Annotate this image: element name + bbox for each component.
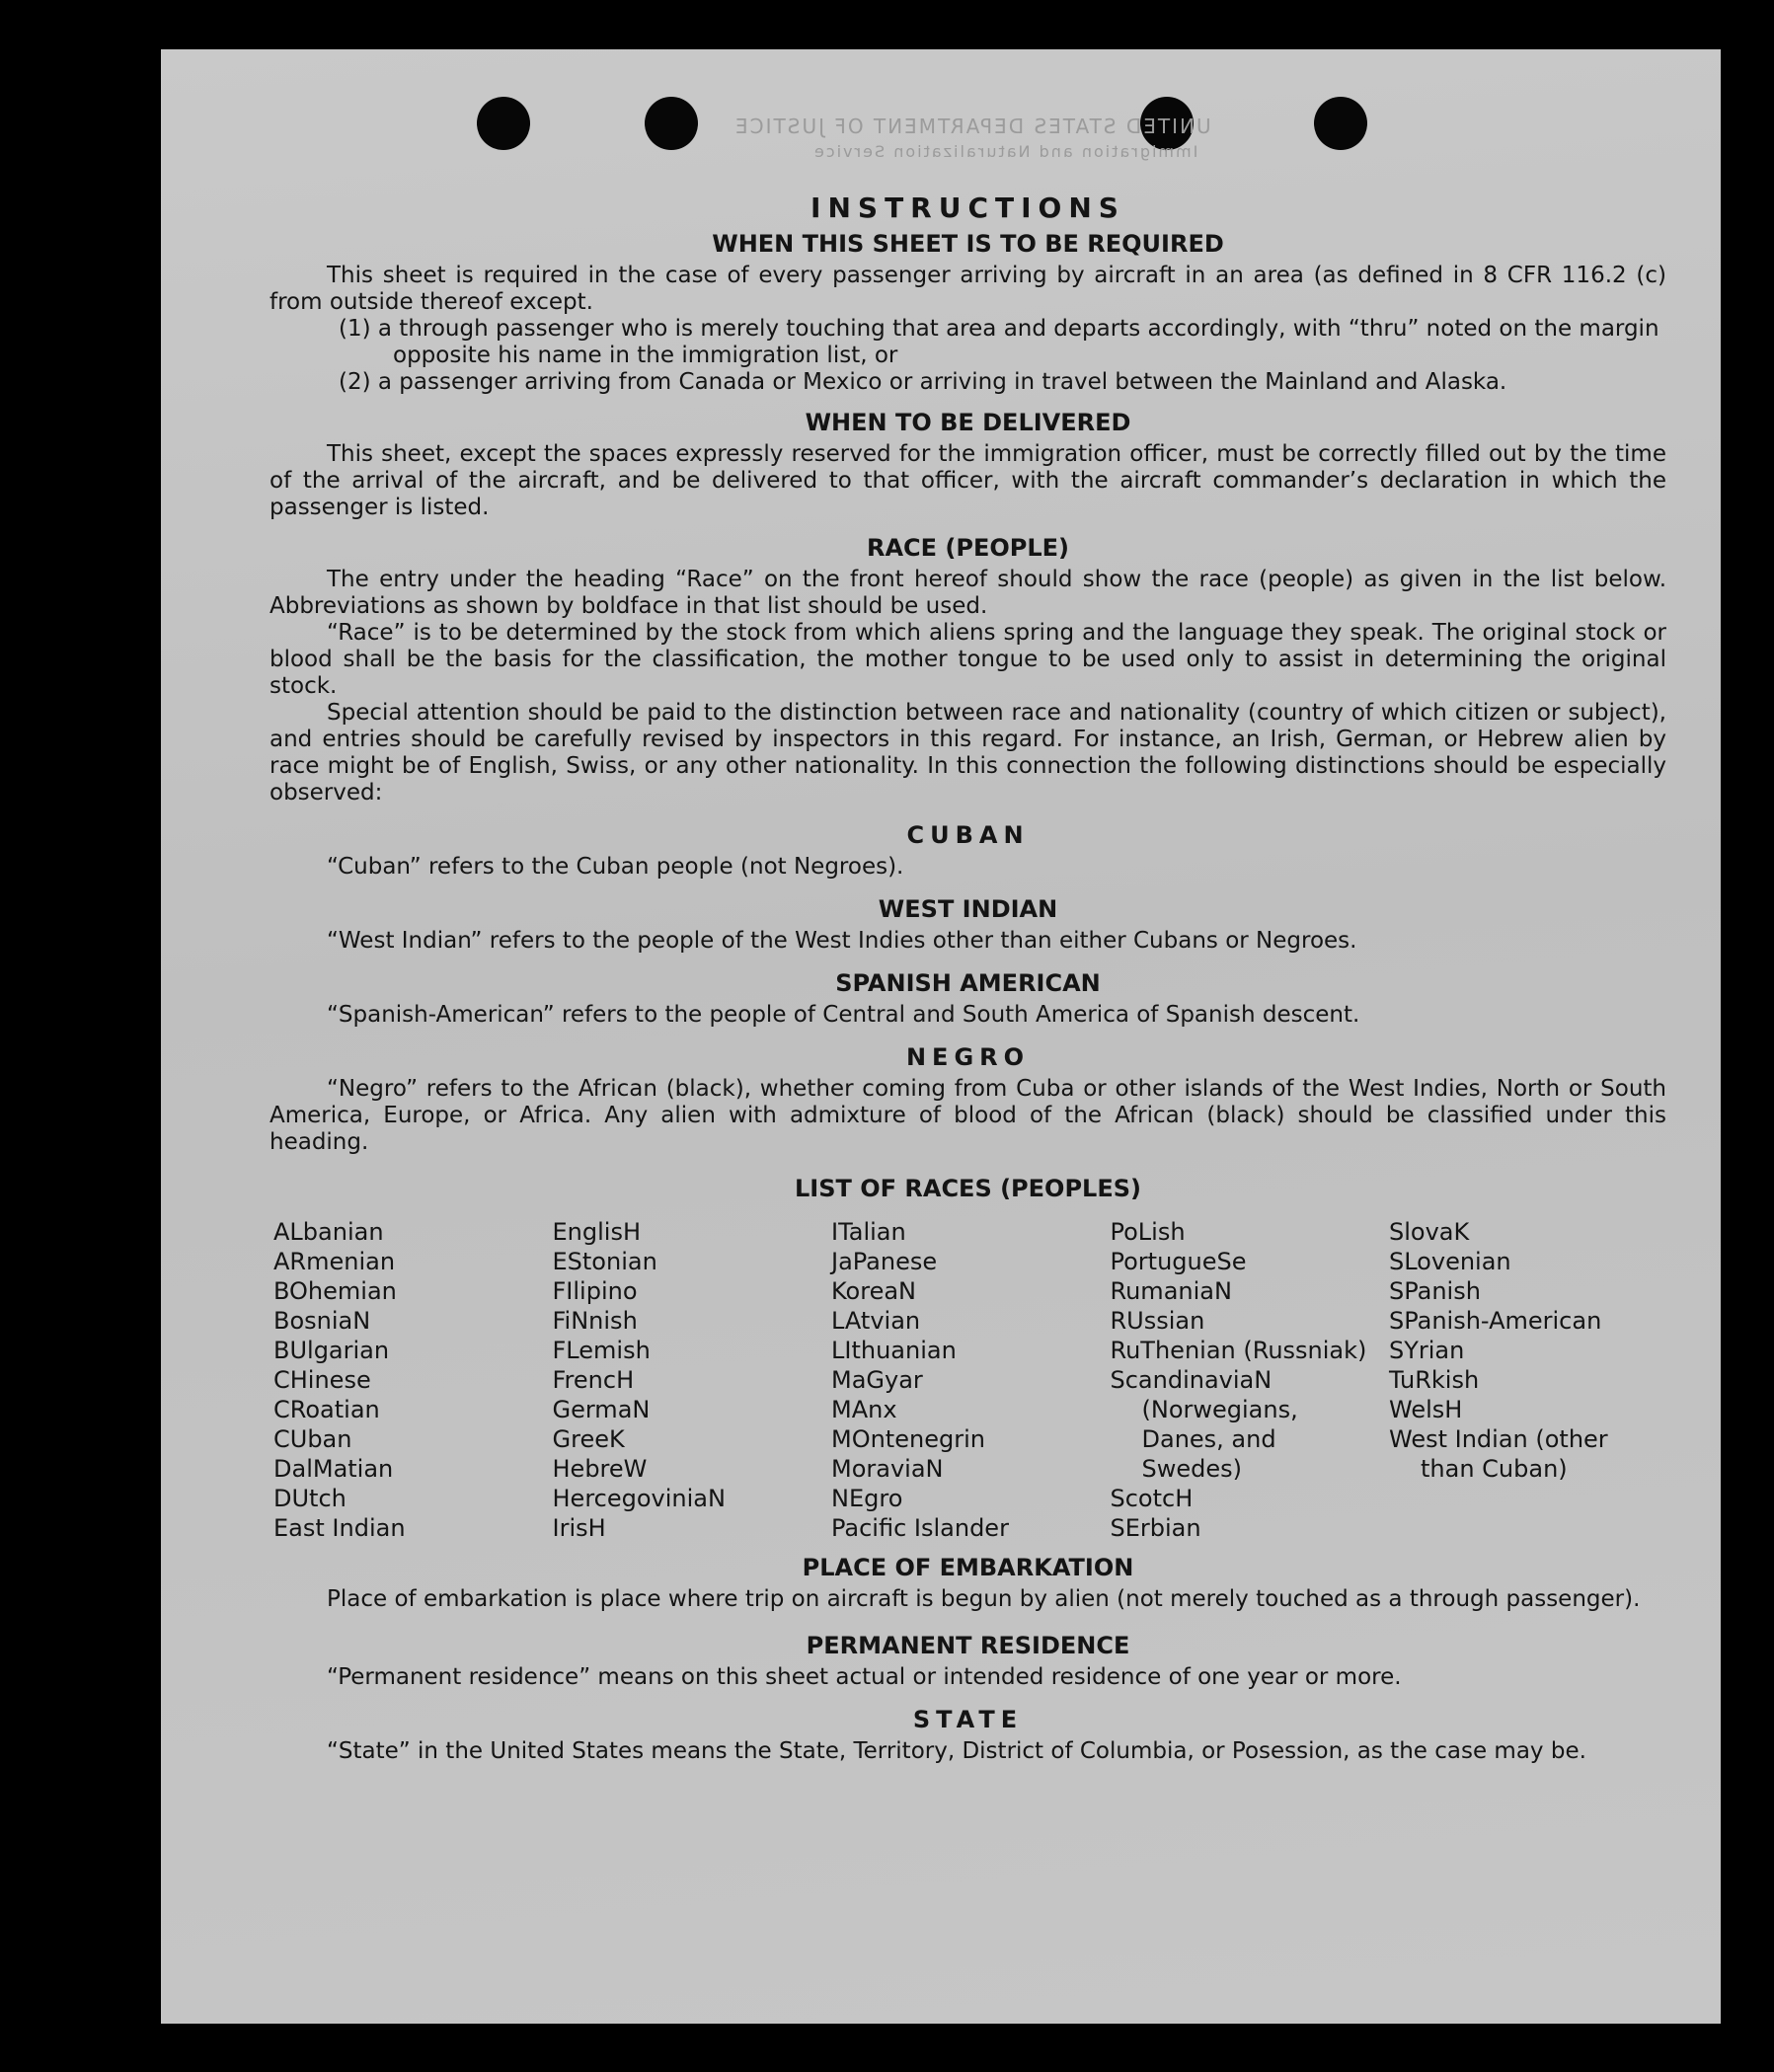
cuban-heading: CUBAN (906, 821, 1030, 849)
punch-hole (477, 97, 530, 150)
race-entry: ScotcH (1110, 1485, 1194, 1512)
race-entry: ALbanian (273, 1218, 384, 1246)
race-paragraph: Special attention should be paid to the distinction between race and nationality (country of which citizen or subject), and entries should be carefully revised by inspectors in this regard. For instance, an Irish, German, or Hebrew alien by race might be of English, Swiss, or any other nationality. In this connection the following distinctions should be especially observed: (270, 700, 1666, 806)
when-delivered-heading: WHEN TO BE DELIVERED (805, 409, 1131, 436)
races-column (1111, 1217, 1382, 1543)
page-title: INSTRUCTIONS (810, 192, 1125, 224)
bleed-through-subheader: Immigration and Naturalization Service (812, 142, 1198, 161)
race-entry: RumaniaN (1110, 1277, 1232, 1305)
state-heading: STATE (912, 1706, 1024, 1733)
race-entry: CUban (273, 1425, 352, 1453)
race-entry: LIthuanian (831, 1337, 957, 1364)
race-entry: GreeK (552, 1425, 625, 1453)
west-indian-heading: WEST INDIAN (878, 895, 1058, 923)
race-entry: SYrian (1389, 1337, 1465, 1364)
spanish-american-text: “Spanish-American” refers to the people of Central and South America of Spanish descent. (327, 1002, 1360, 1028)
races-column (1389, 1217, 1660, 1543)
races-column (553, 1217, 824, 1543)
race-entry: WelsH (1389, 1396, 1463, 1423)
races-column (273, 1217, 545, 1543)
list-of-races-heading: LIST OF RACES (PEOPLES) (795, 1175, 1141, 1202)
west-indian-text: “West Indian” refers to the people of the West Indies other than either Cubans or Negroes. (327, 928, 1357, 954)
cuban-text: “Cuban” refers to the Cuban people (not Negroes). (327, 854, 904, 880)
race-entry: SlovaK (1389, 1218, 1470, 1246)
race-entry: JaPanese (831, 1248, 938, 1275)
race-entry: SPanish (1389, 1277, 1481, 1305)
negro-text: “Negro” refers to the African (black), whether coming from Cuba or other islands of the West Indies, North or South America, Europe, or Africa. Any alien with admixture of blood of the African (black) should be classified under this heading. (270, 1076, 1666, 1155)
race-paragraph: The entry under the heading “Race” on the front hereof should show the race (people) as given in the list below. Abbreviations as shown by boldface in that list should be used. (270, 567, 1666, 619)
when-delivered-text: This sheet, except the spaces expressly reserved for the immigration officer, must be correctly filled out by the time of the arrival of the aircraft, and be delivered to that officer, with the aircraft commander’s declaration in which the passenger is listed. (270, 441, 1666, 520)
permanent-residence-heading: PERMANENT RESIDENCE (806, 1632, 1130, 1659)
race-entry: EStonian (552, 1248, 657, 1275)
punch-hole (645, 97, 698, 150)
race-entry: East Indian (273, 1514, 406, 1542)
place-of-embarkation-heading: PLACE OF EMBARKATION (802, 1554, 1134, 1581)
permanent-residence-text: “Permanent residence” means on this sheet actual or intended residence of one year or more. (327, 1664, 1402, 1690)
race-entry: SLovenian (1389, 1248, 1511, 1275)
race-entry: West Indian (other (1389, 1425, 1608, 1453)
race-entry: BOhemian (273, 1277, 397, 1305)
spanish-american-heading: SPANISH AMERICAN (835, 969, 1101, 997)
instructions-body (270, 192, 1666, 1765)
state-text: “State” in the United States means the State, Territory, District of Columbia, or Posession, as the case may be. (327, 1738, 1586, 1764)
race-entry: MaGyar (831, 1366, 923, 1394)
race-entry: HercegoviniaN (552, 1485, 726, 1512)
race-entry: CRoatian (273, 1396, 380, 1423)
race-entry-note: Danes, and (1141, 1425, 1276, 1453)
race-entry: EnglisH (552, 1218, 641, 1246)
race-entry: NEgro (831, 1485, 903, 1512)
race-paragraph: “Race” is to be determined by the stock from which aliens spring and the language they speak. The original stock or blood shall be the basis for the classification, the mother tongue to be used only to assist in determining the original stock. (270, 620, 1666, 699)
race-entry: SPanish-American (1389, 1307, 1602, 1335)
bleed-through-header: UNITED STATES DEPARTMENT OF JUSTICE (733, 115, 1211, 138)
race-entry: DUtch (273, 1485, 347, 1512)
race-entry: GermaN (552, 1396, 651, 1423)
race-entry: Pacific Islander (831, 1514, 1009, 1542)
race-entry: PoLish (1110, 1218, 1186, 1246)
when-required-intro: This sheet is required in the case of every passenger arriving by aircraft in an area (as defined in 8 CFR 116.2 (c) from outside thereof except. (270, 263, 1666, 315)
race-entry: PortugueSe (1110, 1248, 1247, 1275)
races-column (831, 1217, 1103, 1543)
race-entry: RuThenian (Russniak) (1110, 1337, 1367, 1364)
race-entry: ITalian (831, 1218, 906, 1246)
race-entry-note: (Norwegians, (1141, 1396, 1298, 1423)
race-entry: DalMatian (273, 1455, 394, 1483)
race-entry: MAnx (831, 1396, 897, 1423)
negro-heading: NEGRO (905, 1043, 1031, 1071)
when-required-heading: WHEN THIS SHEET IS TO BE REQUIRED (712, 230, 1224, 258)
race-entry: SErbian (1110, 1514, 1201, 1542)
punch-hole (1314, 97, 1367, 150)
race-entry: LAtvian (831, 1307, 921, 1335)
race-heading: RACE (PEOPLE) (866, 534, 1070, 562)
race-entry: FiNnish (552, 1307, 638, 1335)
place-of-embarkation-text: Place of embarkation is place where trip on aircraft is begun by alien (not merely touched as a through passenger). (327, 1586, 1641, 1612)
race-entry-note: than Cuban) (1421, 1455, 1568, 1483)
race-entry: FrencH (552, 1366, 635, 1394)
race-entry: HebreW (552, 1455, 648, 1483)
race-entry: FLemish (552, 1337, 651, 1364)
exception-item: (2) a passenger arriving from Canada or Mexico or arriving in travel between the Mainland and Alaska. (339, 369, 1507, 395)
race-entry: BUlgarian (273, 1337, 390, 1364)
exception-item: (1) a through passenger who is merely touching that area and departs accordingly, with “thru” noted on the margin opposite his name in the immigration list, or (339, 316, 1659, 368)
races-list (273, 1217, 1660, 1543)
document-page (161, 49, 1721, 2024)
race-entry: IrisH (552, 1514, 606, 1542)
race-entry-note: Swedes) (1141, 1455, 1242, 1483)
race-entry: ScandinaviaN (1110, 1366, 1273, 1394)
race-entry: RUssian (1110, 1307, 1205, 1335)
race-entry: FIlipino (552, 1277, 638, 1305)
race-entry: BosniaN (273, 1307, 371, 1335)
race-entry: ARmenian (273, 1248, 396, 1275)
race-entry: MoraviaN (831, 1455, 944, 1483)
race-entry: KoreaN (831, 1277, 916, 1305)
race-entry: CHinese (273, 1366, 371, 1394)
race-entry: TuRkish (1389, 1366, 1480, 1394)
race-entry: MOntenegrin (831, 1425, 985, 1453)
